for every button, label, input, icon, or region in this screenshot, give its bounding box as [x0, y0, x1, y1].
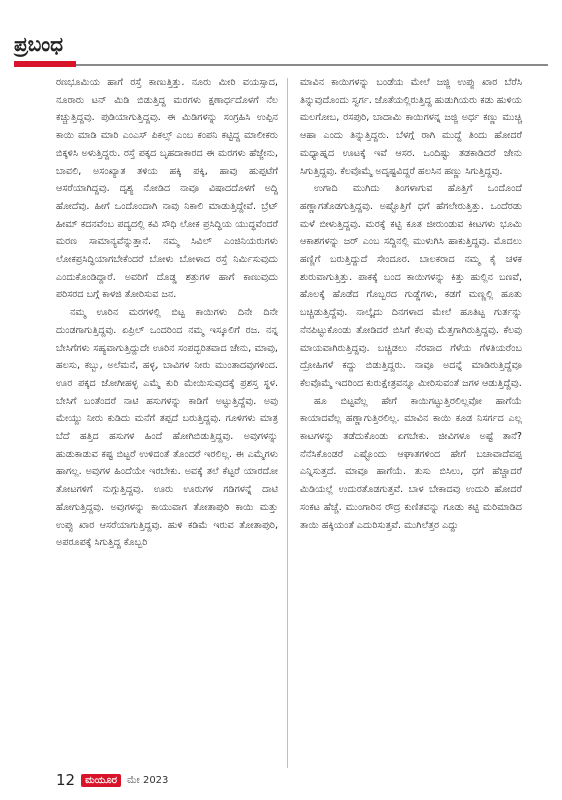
- issue-date: ಮೇ 2023: [126, 774, 169, 786]
- magazine-logo: ಮಯೂರ: [81, 774, 121, 787]
- paragraph: ಉಗಾದಿ ಮುಗಿದು ತಿಂಗಳಾಗುವ ಹೊತ್ತಿಗೆ ಒಂದೊಂದೆ ಹಣ್ಣಾಗತೊಡಗುತ್ತಿದ್ದವು. ಅಷ್ಟೊತ್ತಿಗೆ ಧಗೆ ಹೆಗಲೇರುತ್ತಿತ್ತು. ಒಂದೆರಡು ಮಳೆ ಬೀಳುತ್ತಿದ್ದವು. ಮರಕ್ಕೆ ಕಟ್ಟಿ ಕೂತ ಜೀರುಂಡುವ ಕೀಟಗಳು ಭೂಮಿ ಆಕಾಶಗಳನ್ನು ಜರ್ ಎಂಬ ಸದ್ದಿನಲ್ಲಿ ಮುಳುಗಿಸಿ ಹಾಕುತ್ತಿದ್ದವು. ಮೊದಲು ಹಣ್ಣಿಗೆ ಬರುತ್ತಿದ್ದುದೆ ಸೇಂದೂರ. ಬಾಲಕರಾದ ನಮ್ಮ ಕೈ ಚಳಕ ಶುರುವಾಗುತ್ತಿತ್ತು. ಪಾಕಕ್ಕೆ ಬಂದ ಕಾಯಿಗಳನ್ನು ಕಿತ್ತು ಹುಲ್ಲಿನ ಬಣವೆ, ಹೊಲಕ್ಕೆ ಹೊಡೆದ ಗೊಬ್ಬರದ ಗುಡ್ಡೆಗಳು, ಕಡಗೆ ಮಣ್ಣಲ್ಲಿ ಹೂತು ಬಚ್ಚಿಡುತ್ತಿದ್ದೆವು. ನಾಲ್ಕೈದು ದಿನಗಳಾದ ಮೇಲೆ ಹೂತಿಟ್ಟ ಗುರ್ತನ್ನು ನೆನಪಿಟ್ಟುಕೊಂಡು ತೋಡಿದರೆ ಬಿಸಿಗೆ ಕೆಲವು ಮೆತ್ತಗಾಗಿರುತ್ತಿದ್ದವು. ಕೆಲವು ಮಾಯವಾಗಿರುತ್ತಿದ್ದವು. ಬಚ್ಚಿಡಲು ನೆರವಾದ ಗೆಳೆಯ ಗೆಳತಿಯರೆಂಬ ದ್ರೋಹಿಗಳೆ ಕದ್ದು ಬಿಡುತ್ತಿದ್ದರು. ನಾವೂ ಅದನ್ನೆ ಮಾಡಿರುತ್ತಿದ್ದೆವೂ ಕೆಲವೊಮ್ಮೆ ಇದರಿಂದ ಕುರುಕ್ಷೇತ್ರವನ್ನೂ ಮೀರಿಸುವಂತೆ ಜಗಳ ಆಡುತ್ತಿದ್ದೆವು.: [300, 183, 522, 389]
- left-column: [56, 74, 278, 772]
- paragraph: ರಣಭೂಮಿಯ ಹಾಗೆ ರಸ್ತೆ ಕಾಣುತ್ತಿತ್ತು. ನೂರು ಮೀರಿ ವಯಸ್ಸಾದ, ನೂರಾರು ಟನ್ ಮಿಡಿ ಬಿಡುತ್ತಿದ್ದ ಮರಗಳು ಕ್ಷಣಾರ್ಧದೊಳಗೆ ನೆಲ ಕಚ್ಚುತ್ತಿದ್ದವು. ಪುಡಿಯಾಗುತ್ತಿದ್ದವು. ಈ ಮಿಡಿಗಳನ್ನು ಸಂಗ್ರಹಿಸಿ ಉಪ್ಪಿನ ಕಾಯಿ ಮಾಡಿ ಮಾರಿ ಎಂಎಸ್ ಪಿಕಲ್ಸ್ ಎಂಬ ಕಂಪನಿ ಕಟ್ಟಿದ್ದ ಮಾಲೀಕರು ಬಿಕ್ಕಳಿಸಿ ಅಳುತ್ತಿದ್ದರು. ರಸ್ತೆ ಪಕ್ಕದ ಬೃಹದಾಕಾರದ ಈ ಮರಗಳು ಹೆಜ್ಜೇನು, ಬಾವಲಿ, ಅಸಂಖ್ಯಾತ ತಳಿಯ ಹಕ್ಕಿ ಪಕ್ಕಿ, ಹಾವು ಹುಪ್ಪಟೆಗೆ ಆಸರೆಯಾಗಿದ್ದವು. ದೃಶ್ಯ ನೋಡಿದ ನಾವೂ ವಿಷಾದದೊಳಗೆ ಅದ್ದಿ ಹೋದೆವು. ಹೀಗೆ ಒಂದೊಂದಾಗಿ ನಾವು ನಿಕಾಲಿ ಮಾಡುತ್ತಿದ್ದೇವೆ. ಬ್ರೆಟ್ ಹೀಮ್ ಕದನವೆಂಬ ಪದ್ಯದಲ್ಲಿ ಕವಿ ಸೌಧಿ ಲೋಕ ಪ್ರಸಿದ್ಧಿಯ ಯುದ್ಧವೆಂದರೆ ಮರಣ ಸಾಮಾನ್ಯವೆನ್ನುತ್ತಾನೆ. ನಮ್ಮ ಸಿವಿಲ್ ಎಂಜಿನಿಯರುಗಳು ಲೋಕಪ್ರಸಿದ್ಧಿಯಾಗಬೇಕೆಂದರೆ ಬೋಳು ಬೋಳಾದ ರಸ್ತೆ ನಿರ್ಮಿಸುವುದು ಎಂದುಕೊಂಡಿದ್ದಾರೆ. ಅವರಿಗೆ ದೊಡ್ಡ ಶತ್ರುಗಳ ಹಾಗೆ ಕಾಣುವುದು ಪರಿಸರದ ಬಗ್ಗೆ ಕಾಳಜಿ ತೋರಿಸುವ ಜನ.: [56, 77, 278, 301]
- article-body: [56, 74, 522, 772]
- header-accent-bar: [14, 61, 76, 67]
- section-title: ಪ್ರಬಂಧ: [14, 32, 64, 56]
- paragraph: ನಮ್ಮ ಊರಿನ ಮರಗಳಲ್ಲಿ ಬಿಟ್ಟ ಕಾಯಿಗಳು ದಿನೇ ದಿನೇ ದುಂಡಗಾಗುತ್ತಿದ್ದವು. ಏಪ್ರಿಲ್ ಒಂದರಿಂದ ನಮ್ಮ ಇಸ್ಕೂಲಿಗೆ ರಜ. ನನ್ನ ಬೇಸಿಗೆಗಳು ಸಹ್ಯವಾಗುತ್ತಿದ್ದುದೇ ಊರಿನ ಸಂಪದ್ಭರಿತವಾದ ಜೇನು, ಮಾವು, ಹಲಸು, ಕಬ್ಬು, ಅಲೆಮನೆ, ಹಳ್ಳ, ಬಾವಿಗಳ ನೀರು ಮುಂತಾದವುಗಳಿಂದ. ಊರ ಪಕ್ಕದ ಜೋಗೀಹಳ್ಳ ಎಮ್ಮೆ ಕುರಿ ಮೇಯಿಸುವುದಕ್ಕೆ ಪ್ರಶಸ್ತ ಸ್ಥಳ. ಬೇಸಿಗೆ ಬಂತೆಂದರೆ ನಾಟಿ ಹಸುಗಳನ್ನು ಕಾಡಿಗೆ ಅಟ್ಟುತ್ತಿದ್ದೆವು. ಅವು ಮೇಯ್ದು ನೀರು ಕುಡಿದು ಮನೆಗೆ ತಪ್ಪದೆ ಬರುತ್ತಿದ್ದವು. ಗೂಳಿಗಳು ಮಾತ್ರ ಬೆದೆ ಹತ್ತಿದ ಹಸುಗಳ ಹಿಂದೆ ಹೋಗಿಬಿಡುತ್ತಿದ್ದವು. ಅವುಗಳನ್ನು ಹುಡುಕಾಡುವ ಕಷ್ಟ ಬಿಟ್ಟರೆ ಉಳಿದಂತೆ ತೊಂದರೆ ಇರಲಿಲ್ಲ. ಈ ಎಮ್ಮೆಗಳು ಹಾಗಲ್ಲ. ಅವುಗಳ ಹಿಂದೆಯೇ ಇರಬೇಕು. ಅವಕ್ಕೆ ತಲೆ ಕೆಟ್ಟರೆ ಯಾರದೋ ತೋಟಗಳಿಗೆ ನುಗ್ಗುತ್ತಿದ್ದವು. ಊರು ಊರುಗಳ ಗಡಿಗಳನ್ನೆ ದಾಟಿ ಹೋಗುತ್ತಿದ್ದವು. ಅವುಗಳನ್ನು ಕಾಯುವಾಗ ತೋತಾಪುರಿ ಕಾಯಿ ಮತ್ತು ಉಪ್ಪು ಖಾರ ಆಸರೆಯಾಗುತ್ತಿದ್ದವು. ಹುಳಿ ಕಡಿಮೆ ಇರುವ ತೋತಾಪುರಿ, ಅಪರೂಪಕ್ಕೆ ಸಿಗುತ್ತಿದ್ದ ಕೊಬ್ಬರಿ: [56, 307, 278, 549]
- paragraph: ಮಾವಿನ ಕಾಯಿಗಳನ್ನು ಬಂಡೆಯ ಮೇಲೆ ಜಜ್ಜಿ ಉಪ್ಪು ಖಾರ ಬೆರೆಸಿ ತಿನ್ನುವುದೊಂದು ಸ್ವರ್ಗ. ಜೊತೆಯಲ್ಲಿರುತ್ತಿದ್ದ ಹುಡುಗಿಯರು ಕಡು ಹುಳಿಯ ಮಲಗೋಬ, ರಸಪುರಿ, ಬಾದಾಮಿ ಕಾಯಿಗಳನ್ನ ಜಜ್ಜಿ ಅರ್ಧ ಕಣ್ಣು ಮುಚ್ಚಿ ಆಹಾ ಎಂದು ತಿನ್ನುತ್ತಿದ್ದರು. ಬೆಳಗ್ಗೆ ರಾಗಿ ಮುದ್ದೆ ತಿಂದು ಹೋದರೆ ಮಧ್ಯಾಹ್ನದ ಊಟಕ್ಕೆ ಇವೆ ಆಸರ. ಒಂದಿಷ್ಟು ತಡಕಾಡಿದರೆ ಜೇನು ಸಿಗುತ್ತಿದ್ದವು. ಕೆಲವೊಮ್ಮೆ ಅದೃಷ್ಟವಿದ್ದರೆ ಹಲಸಿನ ಹಣ್ಣು ಸಿಗುತ್ತಿದ್ದವು.: [300, 77, 522, 177]
- page-number: 12: [56, 771, 76, 789]
- section-header: [14, 28, 548, 72]
- header-rule: [14, 64, 548, 66]
- page-footer: [56, 770, 168, 790]
- right-column: [300, 74, 522, 772]
- paragraph: ಹೂ ಬಿಟ್ಟವೆಲ್ಲ ಹೇಗೆ ಕಾಯಿಗಟ್ಟುತ್ತಿರಲಿಲ್ಲವೋ ಹಾಗೆಯೆ ಕಾಯಾದವೆಲ್ಲ ಹಣ್ಣಾಗುತ್ತಿರಲಿಲ್ಲ. ಮಾವಿನ ಕಾಯಿ ಕೂಡ ನಿಸರ್ಗದ ಎಲ್ಲ ಕಾಟಗಳನ್ನು ತಡೆದುಕೊಂಡು ಏಗಬೇಕು. ಜೀವಿಗಳೂ ಅಷ್ಟೆ ತಾನೆ? ನೆನೆಸಿಕೊಂಡರೆ ಎಷ್ಟೊಂದು ಆಘಾತಗಳಿಂದ ಹೇಗೆ ಬಚಾವಾದೆವಪ್ಪ ಎನ್ನಿಸುತ್ತದೆ. ಮಾವೂ ಹಾಗೆಯೆ. ತುಸು ಬಿಸಿಲು, ಧಗೆ ಹೆಚ್ಚಾದರೆ ಮಿಡಿಯಲ್ಲೆ ಉದುರತೊಡಗುತ್ತವೆ. ಬಾಳ ಬೇಕಾದವು ಉದುರಿ ಹೋದರೆ ಸಂಕಟ ಹೆಚ್ಚೆ. ಮುಂಗಾರಿನ ರೌದ್ರ ಕುಣಿತವನ್ನು ಗೂಡು ಕಟ್ಟಿ ಮರಿಮಾಡಿದ ತಾಯಿ ಹಕ್ಕಿಯಂತೆ ಎದುರಿಸುತ್ತವೆ. ಮುಗಿಲೆತ್ತರ ಎದ್ದು: [300, 395, 522, 531]
